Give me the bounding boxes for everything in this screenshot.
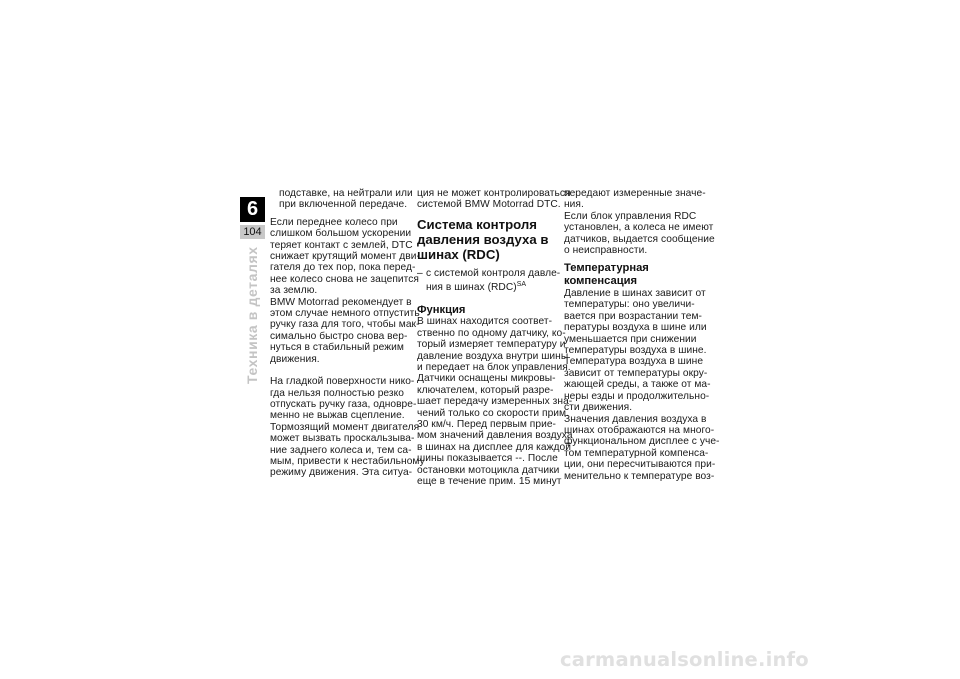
text-line: функциональном дисплее с уче- — [564, 436, 720, 448]
continued-list-item — [270, 188, 413, 211]
text-line: может вызвать проскальзыва- — [270, 433, 415, 445]
heading-line: шинах (RDC) — [417, 246, 500, 262]
text-line: за землю. — [270, 285, 318, 297]
text-line: ручку газа для того, чтобы мак- — [270, 319, 420, 331]
text-line: передают измеренные значе- — [564, 188, 706, 199]
text-line: ственно по одному датчику, ко- — [417, 327, 566, 339]
paragraph — [270, 216, 420, 365]
text-line: пературы воздуха в шине или — [564, 322, 707, 334]
text-line: движения. — [270, 353, 320, 365]
text-line: жающей среды, а также от ма- — [564, 379, 711, 391]
text-line: гда нельзя полностью резко — [270, 387, 404, 399]
text-line: менно не выжав сцепление. — [270, 410, 405, 422]
text-line: торый измеряет температуру и — [417, 339, 566, 351]
heading-line: Система контроля — [417, 216, 537, 232]
text-line: установлен, а колеса не имеют — [564, 222, 714, 234]
text-line: ция не может контролироваться — [417, 188, 571, 199]
text-line: температуры воздуха в шине. — [564, 345, 707, 357]
paragraph — [564, 288, 720, 482]
text-line: ции, они пересчитываются при- — [564, 459, 716, 471]
text-line: Если блок управления RDC — [564, 210, 697, 222]
special-equipment-mark: SA — [516, 281, 527, 289]
text-line: мом значений давления воздуха — [417, 430, 573, 442]
text-line: ключателем, который разре- — [417, 384, 554, 396]
text-line: нее колесо снова не зацепится — [270, 273, 419, 285]
equipment-list-item — [417, 267, 561, 294]
paragraph — [270, 376, 425, 479]
text-line: симально быстро снова вер- — [270, 330, 408, 342]
text-line: неры езды и продолжительно- — [564, 390, 710, 402]
text-column-3 — [564, 188, 720, 482]
text-line: 30 км/ч. Перед первым прие- — [417, 419, 556, 431]
text-line: ние заднего колеса и, тем са- — [270, 444, 412, 456]
heading-line: Температурная — [564, 262, 649, 275]
text-line: На гладкой поверхности нико- — [270, 376, 415, 388]
text-line: с системой контроля давле- — [426, 267, 561, 279]
text-line: слишком большом ускорении — [270, 228, 412, 240]
paragraph — [417, 316, 573, 488]
text-line: том температурной компенса- — [564, 447, 709, 459]
text-line: Температура воздуха в шине — [564, 356, 704, 368]
text-line: в шинах на дисплее для каждой — [417, 441, 571, 453]
text-line: Тормозящий момент двигателя — [270, 421, 420, 433]
text-line: шинах отображаются на много- — [564, 424, 715, 436]
text-line: Датчики оснащены микровы- — [417, 373, 556, 385]
text-line: BMW Motorrad рекомендует в — [270, 296, 412, 308]
text-line: Значения давления воздуха в — [564, 413, 707, 425]
text-line: остановки мотоцикла датчики — [417, 464, 560, 476]
subheading: Функция — [417, 303, 466, 316]
heading-line: давления воздуха в — [417, 231, 549, 247]
text-line: Если переднее колесо при — [270, 216, 398, 228]
chapter-number-badge: 6 — [240, 197, 265, 222]
section-subheading — [564, 262, 704, 288]
text-line: уменьшается при снижении — [564, 333, 697, 345]
text-line: чений только со скорости прим. — [417, 407, 569, 419]
text-line: сти движения. — [564, 402, 633, 414]
text-line: вается при возрастании тем- — [564, 310, 702, 322]
section-heading — [417, 217, 557, 262]
text-column-2 — [417, 188, 573, 488]
text-line: теряет контакт с землей, DTC — [270, 239, 413, 251]
text-line: В шинах находится соответ- — [417, 316, 553, 328]
text-column-1 — [270, 188, 425, 479]
text-line: мым, привести к нестабильному — [270, 455, 425, 467]
text-line: системой BMW Motorrad DTC. — [417, 199, 561, 211]
text-line: менительно к температуре воз- — [564, 470, 715, 482]
text-line: режиму движения. Эта ситуа- — [270, 467, 413, 479]
text-line: температуры: оно увеличи- — [564, 299, 695, 311]
text-line: Давление в шинах зависит от — [564, 288, 706, 300]
text-line: отпускать ручку газа, одновре- — [270, 398, 417, 410]
text-line: гателя до тех пор, пока перед- — [270, 262, 416, 274]
text-line: о неисправности. — [564, 245, 648, 257]
text-line: подставке, на нейтрали или — [279, 188, 413, 199]
text-line: шает передачу измеренных зна- — [417, 396, 573, 408]
text-line: зависит от температуры окру- — [564, 367, 708, 379]
text-line: снижает крутящий момент дви- — [270, 251, 420, 263]
text-line: и передает на блок управления. — [417, 362, 571, 374]
paragraph — [564, 188, 715, 257]
text-line: давление воздуха внутри шины — [417, 350, 569, 362]
text-line: датчиков, выдается сообщение — [564, 233, 715, 245]
text-line: еще в течение прим. 15 минут — [417, 476, 562, 488]
text-line: при включенной передаче. — [279, 199, 408, 211]
page-number: 104 — [240, 225, 265, 239]
list-dash: – — [417, 267, 423, 279]
text-line — [417, 279, 557, 293]
text-line: этом случае немного отпустить — [270, 308, 420, 320]
text-line: шины показывается --. После — [417, 453, 558, 465]
text-line: ния. — [564, 199, 584, 211]
site-watermark: carmanualsonline.info — [560, 648, 809, 671]
paragraph — [417, 188, 571, 211]
chapter-side-title: Техника в деталях — [244, 246, 260, 384]
heading-line: компенсация — [564, 275, 638, 288]
text-line: нуться в стабильный режим — [270, 342, 404, 354]
text-fragment: ния в шинах (RDC) — [426, 282, 517, 294]
